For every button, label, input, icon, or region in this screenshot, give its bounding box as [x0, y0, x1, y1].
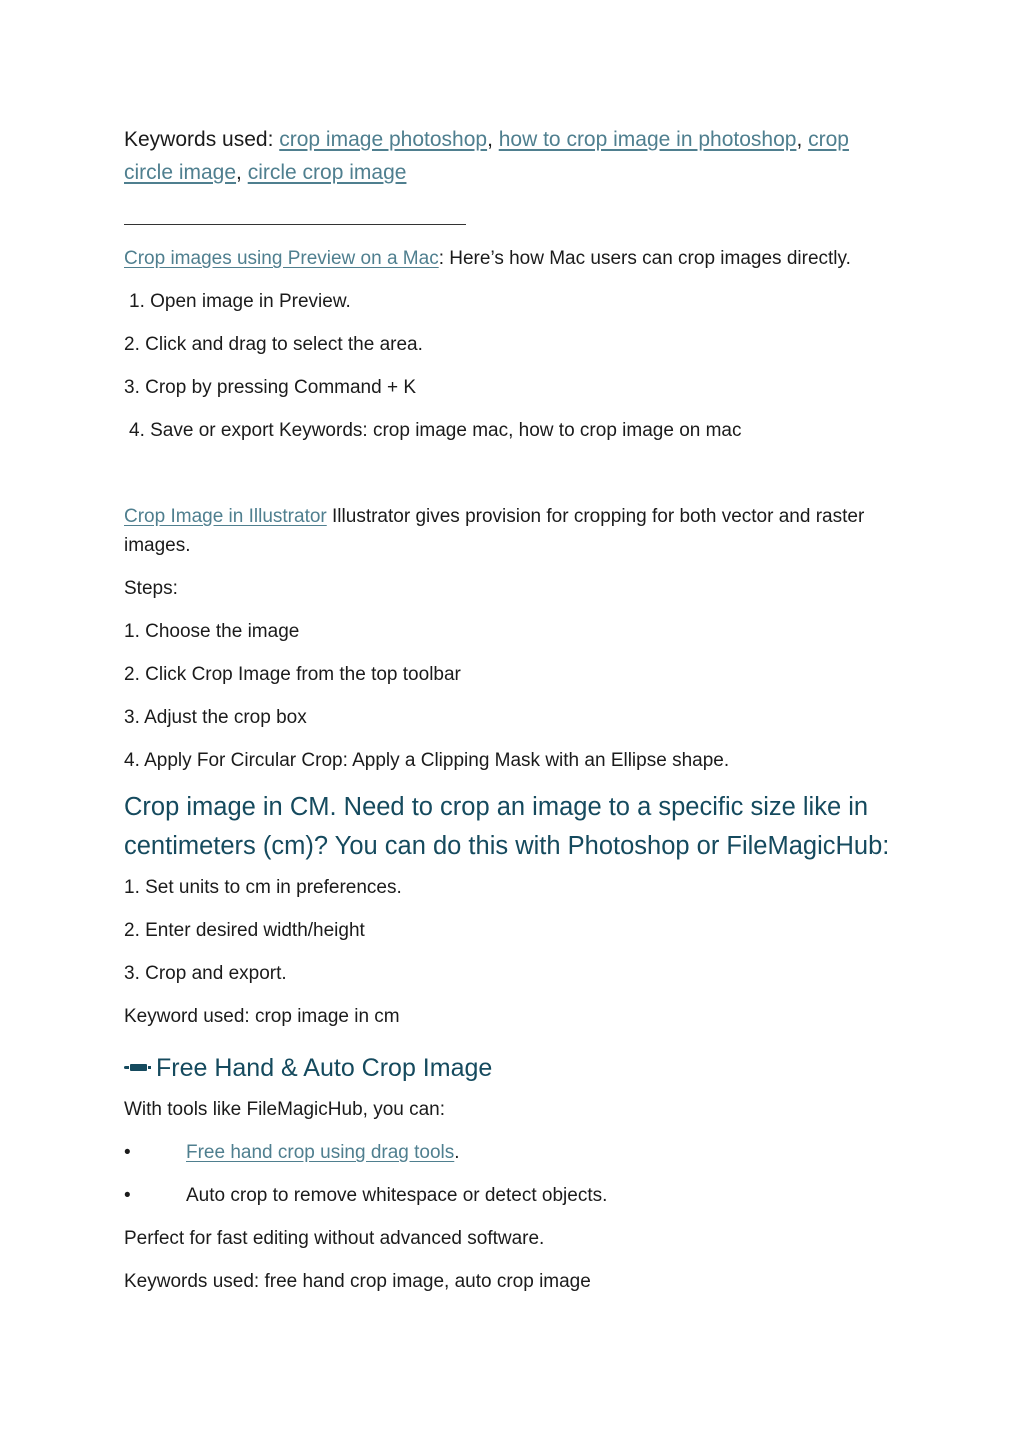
- preview-step-1: 1. Open image in Preview.: [129, 291, 351, 312]
- preview-step-4: 4. Save or export Keywords: crop image mac, how to crop image on mac: [129, 420, 742, 441]
- illustrator-intro: [124, 502, 899, 560]
- separator: ,: [236, 161, 248, 184]
- illustrator-link[interactable]: Crop Image in Illustrator: [124, 506, 327, 527]
- preview-intro-text: : Here’s how Mac users can crop images directly.: [438, 248, 851, 269]
- preview-step-3: 3. Crop by pressing Command + K: [124, 377, 416, 398]
- steps-label: Steps:: [124, 578, 178, 599]
- cm-keywords: Keyword used: crop image in cm: [124, 1006, 400, 1027]
- illustrator-step-4: 4. Apply For Circular Crop: Apply a Clipping Mask with an Ellipse shape.: [124, 750, 730, 771]
- freehand-intro: With tools like FileMagicHub, you can:: [124, 1099, 446, 1120]
- bullet: •: [124, 1142, 131, 1163]
- freehand-summary: Perfect for fast editing without advanced software.: [124, 1228, 545, 1249]
- illustrator-step-1: 1. Choose the image: [124, 621, 300, 642]
- cm-step-1: 1. Set units to cm in preferences.: [124, 877, 402, 898]
- separator: ,: [487, 128, 499, 151]
- pen-icon: [124, 1063, 150, 1073]
- freehand-heading-text: Free Hand & Auto Crop Image: [156, 1054, 493, 1082]
- keyword-link-crop-circle-image[interactable]: crop circle image: [124, 128, 849, 184]
- bullet: •: [124, 1185, 131, 1206]
- preview-mac-link[interactable]: Crop images using Preview on a Mac: [124, 248, 439, 269]
- cm-section-heading: Crop image in CM. Need to crop an image to a specific size like in centimeters (cm)? You can do this with Photoshop or FileMagicHub:: [124, 793, 890, 860]
- free-hand-crop-link[interactable]: Free hand crop using drag tools: [186, 1142, 455, 1163]
- preview-intro: [124, 244, 851, 274]
- cm-step-2: 2. Enter desired width/height: [124, 920, 365, 941]
- horizontal-divider: [124, 224, 466, 225]
- illustrator-step-2: 2. Click Crop Image from the top toolbar: [124, 664, 461, 685]
- preview-step-2: 2. Click and drag to select the area.: [124, 334, 423, 355]
- keyword-link-crop-image-photoshop[interactable]: crop image photoshop: [279, 128, 488, 151]
- illustrator-intro-text: Illustrator gives provision for cropping for both vector and raster images.: [124, 506, 865, 556]
- keyword-link-how-to-crop-photoshop[interactable]: how to crop image in photoshop: [498, 128, 797, 151]
- freehand-keywords: Keywords used: free hand crop image, auto crop image: [124, 1271, 591, 1292]
- auto-crop-text: Auto crop to remove whitespace or detect objects.: [186, 1185, 608, 1206]
- separator: ,: [796, 128, 809, 151]
- keywords-label: Keywords used:: [124, 128, 280, 151]
- link-suffix: .: [454, 1142, 460, 1163]
- cm-step-3: 3. Crop and export.: [124, 963, 287, 984]
- keywords-intro: [124, 124, 899, 190]
- keyword-link-circle-crop-image[interactable]: circle crop image: [247, 161, 407, 184]
- freehand-heading: [124, 1052, 492, 1084]
- illustrator-step-3: 3. Adjust the crop box: [124, 707, 307, 728]
